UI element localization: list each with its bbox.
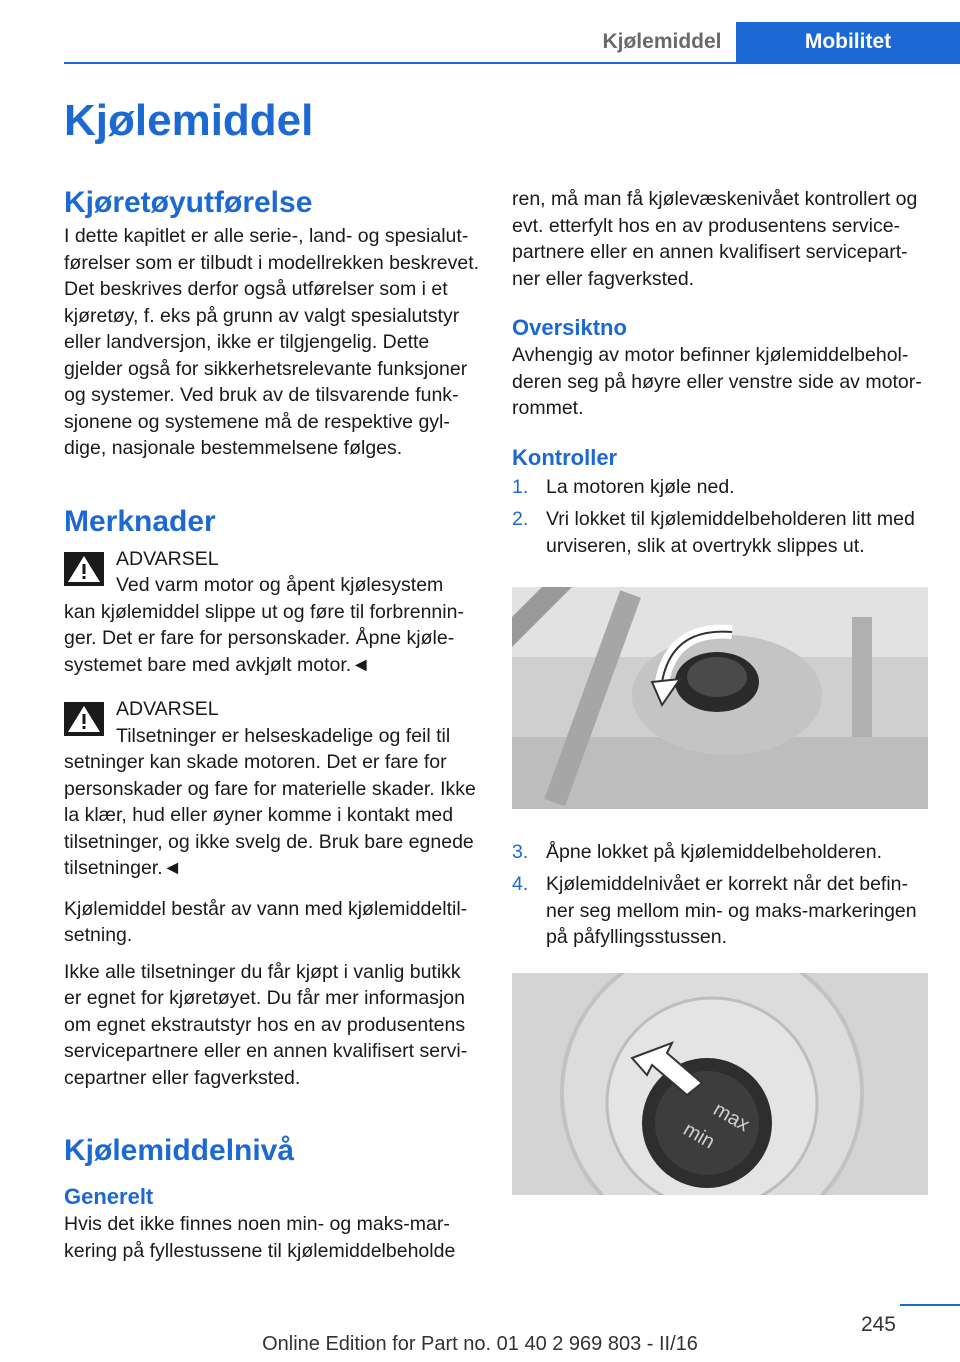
list-item [512, 839, 928, 866]
step-text: Vri lokket til kjølemiddelbeholderen litt med urviseren, slik at overtrykk slippes ut. [546, 508, 915, 557]
photo-turn-cap [512, 587, 928, 809]
warning-2-title: ADVARSEL [116, 698, 219, 720]
step-text: La motoren kjøle ned. [546, 475, 735, 498]
list-item [512, 474, 928, 501]
warning-triangle-icon [64, 552, 104, 586]
subheading-kontroller: Kontroller [512, 444, 618, 470]
steps-list-b [512, 839, 928, 951]
header-chapter-tab[interactable]: Mobilitet [736, 22, 960, 62]
paragraph-generelt: Hvis det ikke finnes noen min- og maks-markering på fyllestussene til kjølemiddelbeholde [64, 1213, 456, 1262]
step-text: Kjølemiddelnivået er korrekt når det befinner seg mellom min- og maks-markeringen på påfyllingsstussen. [546, 873, 917, 948]
paragraph-additives: Ikke alle tilsetninger du får kjøpt i vanlig butikk er egnet for kjøretøyet. Du får mer informasjon om egnet ekstrautstyr hos en av produsentens servicepartnere eller en annen kvalifisert servicepartner eller fagverksted. [64, 960, 468, 1089]
min-mark-label: min [679, 1117, 719, 1153]
paragraph-coolant-composition: Kjølemiddel består av vann med kjølemiddeltilsetning. [64, 897, 468, 946]
subheading-generelt: Generelt [64, 1184, 154, 1209]
paragraph-kjoretoyutforelse: I dette kapitlet er alle serie-, land- og spesialutførelser som er tilbudt i modellrekken beskrevet. Det beskrives derfor også utførelser som i et kjøretøy, f. eks på grunn av valgt spesialutstyr eller landversjon, ikke er tilgjengelig. Dette gjelder også for sikkerhetsrelevante funksjoner og systemer. Ved bruk av de tilsvarende funksjonene og systemene må de respektive gyldige, nasjonale bestemmelsene følges. [64, 225, 480, 459]
right-column [512, 186, 928, 1224]
step-text: Åpne lokket på kjølemiddelbeholderen. [546, 840, 883, 863]
warning-block-1 [64, 546, 480, 679]
page-number: 245 [860, 1313, 896, 1336]
warning-1-first-line: Ved varm motor og åpent kjølesystem [116, 574, 444, 596]
edition-footer: Online Edition for Part no. 01 40 2 969 803 - II/16 [262, 1333, 698, 1355]
paragraph-oversikt: Avhengig av motor befinner kjølemiddelbeholderen seg på høyre eller venstre side av motorrommet. [512, 344, 922, 419]
step-number: 2. [512, 508, 529, 530]
photo-level-marks [512, 973, 928, 1195]
header-section-tab[interactable]: Kjølemiddel [602, 30, 722, 53]
warning-block-2 [64, 696, 480, 882]
subheading-oversikt: Oversiktno [512, 315, 627, 340]
warning-2-text: setninger kan skade motoren. Det er fare for personskader og fare for materielle skader. Ikke la klær, hud eller øyner komme i kontakt med tilsetninger, og ikke svelg de. Bruk bare egnede tilsetninger.◄ [64, 751, 476, 879]
heading-kjolemiddelniva: Kjølemiddelnivå [64, 1134, 295, 1167]
warning-2-first-line: Tilsetninger er helseskadelige og feil til [116, 724, 451, 747]
step-number: 4. [512, 873, 529, 895]
paragraph-continued: ren, må man få kjølevæskenivået kontrollert og evt. etterfylt hos en av produsentens servicepartnere eller en annen kvalifisert servicepartner eller fagverksted. [512, 188, 918, 290]
warning-triangle-icon [64, 702, 104, 736]
max-mark-label: max [709, 1097, 754, 1136]
steps-list-a [512, 474, 928, 560]
step-number: 3. [512, 840, 529, 863]
warning-1-text: kan kjølemiddel slippe ut og føre til forbrenninger. Det er fare for personskader. Åpne kjølesystemet bare med avkjølt motor.◄ [64, 600, 464, 676]
footer-rule [900, 1304, 960, 1306]
left-column [64, 185, 480, 1274]
header-rule [64, 62, 960, 64]
step-number: 1. [512, 475, 529, 498]
list-item [512, 871, 928, 951]
warning-1-title: ADVARSEL [116, 547, 219, 570]
heading-merknader: Merknader [64, 504, 216, 538]
page-title: Kjølemiddel [64, 96, 314, 145]
heading-kjoretoyutforelse: Kjøretøyutførelse [64, 186, 313, 219]
list-item [512, 506, 928, 559]
